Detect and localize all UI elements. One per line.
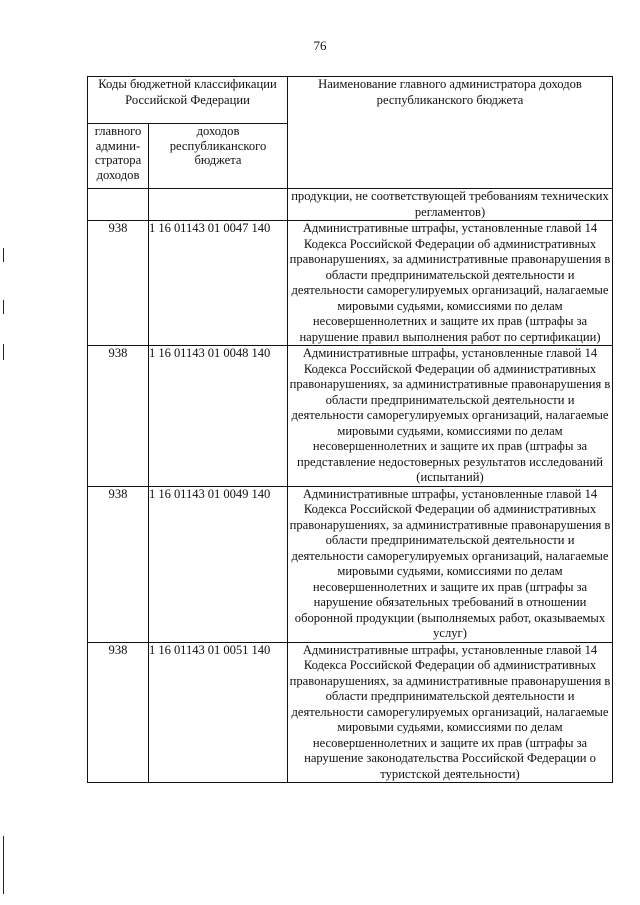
- table-row: [88, 486, 613, 642]
- header-revenue-code: доходов республиканского бюджета: [149, 124, 288, 189]
- table-row: [88, 642, 613, 783]
- description-cell: продукции, не соответствующей требованиям технических регламентов): [288, 189, 613, 221]
- description-cell: Административные штрафы, установленные главой 14 Кодекса Российской Федерации об административных правонарушениях, за административные правонарушения в области предпринимательской деятельности и деятельности саморегулируемых организаций, налагаемые мировыми судьями, комиссиями по делам несовершеннолетних и защите их прав (штрафы за нарушение законодательства Российской Федерации о туристской деятельности): [288, 642, 613, 783]
- revenue-code-cell: 1 16 01143 01 0047 140: [149, 221, 288, 346]
- table-row: [88, 189, 613, 221]
- description-cell: Административные штрафы, установленные главой 14 Кодекса Российской Федерации об административных правонарушениях, за административные правонарушения в области предпринимательской деятельности и деятельности саморегулируемых организаций, налагаемые мировыми судьями, комиссиями по делам несовершеннолетних и защите их прав (штрафы за нарушение правил выполнения работ по сертификации): [288, 221, 613, 346]
- table-row: [88, 221, 613, 346]
- admin-code-cell: 938: [88, 642, 149, 783]
- description-cell: Административные штрафы, установленные главой 14 Кодекса Российской Федерации об административных правонарушениях, за административные правонарушения в области предпринимательской деятельности и деятельности саморегулируемых организаций, налагаемые мировыми судьями, комиссиями по делам несовершеннолетних и защите их прав (штрафы за нарушение обязательных требований в отношении оборонной продукции (выполняемых работ, оказываемых услуг): [288, 486, 613, 642]
- revenue-code-cell: [149, 189, 288, 221]
- header-administrator-name: Наименование главного администратора доходов республиканского бюджета: [288, 77, 613, 189]
- scan-margin-mark: [3, 300, 4, 314]
- scan-margin-mark: [3, 344, 4, 360]
- table-body: [88, 189, 613, 783]
- page-number: 76: [313, 38, 327, 53]
- budget-classification-table: [87, 76, 613, 783]
- revenue-code-cell: 1 16 01143 01 0049 140: [149, 486, 288, 642]
- revenue-code-cell: 1 16 01143 01 0048 140: [149, 346, 288, 487]
- table-row: [88, 346, 613, 487]
- admin-code-cell: 938: [88, 221, 149, 346]
- admin-code-cell: 938: [88, 346, 149, 487]
- admin-code-cell: [88, 189, 149, 221]
- admin-code-cell: 938: [88, 486, 149, 642]
- table-header-row: [88, 77, 613, 124]
- scan-margin-mark: [3, 836, 4, 894]
- description-cell: Административные штрафы, установленные главой 14 Кодекса Российской Федерации об административных правонарушениях, за административные правонарушения в области предпринимательской деятельности и деятельности саморегулируемых организаций, налагаемые мировыми судьями, комиссиями по делам несовершеннолетних и защите их прав (штрафы за представление недостоверных результатов исследований (испытаний): [288, 346, 613, 487]
- header-main-administrator: главного админи-стратора доходов: [88, 124, 149, 189]
- revenue-code-cell: 1 16 01143 01 0051 140: [149, 642, 288, 783]
- scan-margin-mark: [3, 248, 4, 262]
- header-budget-codes: Коды бюджетной классификации Российской Федерации: [88, 77, 288, 124]
